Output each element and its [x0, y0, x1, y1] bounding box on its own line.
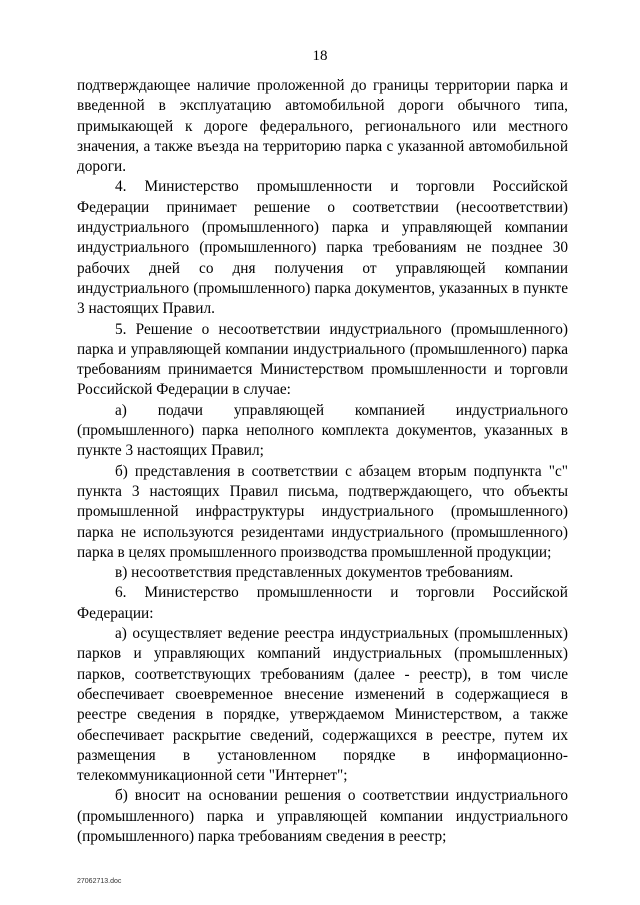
paragraph-item-5a: а) подачи управляющей компанией индустриального (промышленного) парка неполного комплекта документов, указанных в пункте 3 настоящих Правил; [77, 401, 568, 460]
footer-file-code: 27062713.doc [77, 878, 122, 885]
paragraph-item-5b: б) представления в соответствии с абзацем вторым подпункта "с" пункта 3 настоящих Правил письма, подтверждающего, что объекты промышленной инфраструктуры индустриального (промышленного) парка не используются резидентами индустриального (промышленного) парка в целях промышленного производства промышленной продукции; [77, 462, 568, 561]
paragraph-item-5: 5. Решение о несоответствии индустриального (промышленного) парка и управляющей компании индустриального (промышленного) парка требованиям принимается Министерством промышленности и торговли Российской Федерации в случае: [77, 320, 568, 399]
paragraph-item-6a: а) осуществляет ведение реестра индустриальных (промышленных) парков и управляющих компаний индустриальных (промышленных) парков, соответствующих требованиям (далее - реестр), в том числе обеспечивает своевременное внесение изменений в содержащиеся в реестре сведения в порядке, утверждаемом Министерством, а также обеспечивает раскрытие сведений, содержащихся в реестре, путем их размещения в установленном порядке в информационно-телекоммуникационной сети "Интернет"; [77, 625, 568, 785]
paragraph-continuation: подтверждающее наличие проложенной до границы территории парка и введенной в эксплуатацию автомобильной дороги обычного типа, примыкающей к дороге федерального, регионального или местного значения, а также въезда на территорию парка с указанной автомобильной дороги. [77, 77, 568, 176]
paragraph-item-6b: б) вносит на основании решения о соответствии индустриального (промышленного) парка и управляющей компании индустриального (промышленного) парка требованиям сведения в реестр; [77, 787, 568, 845]
document-body [77, 76, 568, 847]
paragraph-item-5c: в) несоответствия представленных документов требованиям. [115, 564, 514, 582]
paragraph-item-4: 4. Министерство промышленности и торговли Российской Федерации принимает решение о соответствии (несоответствии) индустриального (промышленного) парка и управляющей компании индустриального (промышленного) парка требованиям не позднее 30 рабочих дней со дня получения от управляющей компании индустриального (промышленного) парка документов, указанных в пункте 3 настоящих Правил. [77, 178, 568, 318]
page-number: 18 [312, 48, 328, 64]
paragraph-item-6: 6. Министерство промышленности и торговли Российской Федерации: [77, 584, 568, 622]
